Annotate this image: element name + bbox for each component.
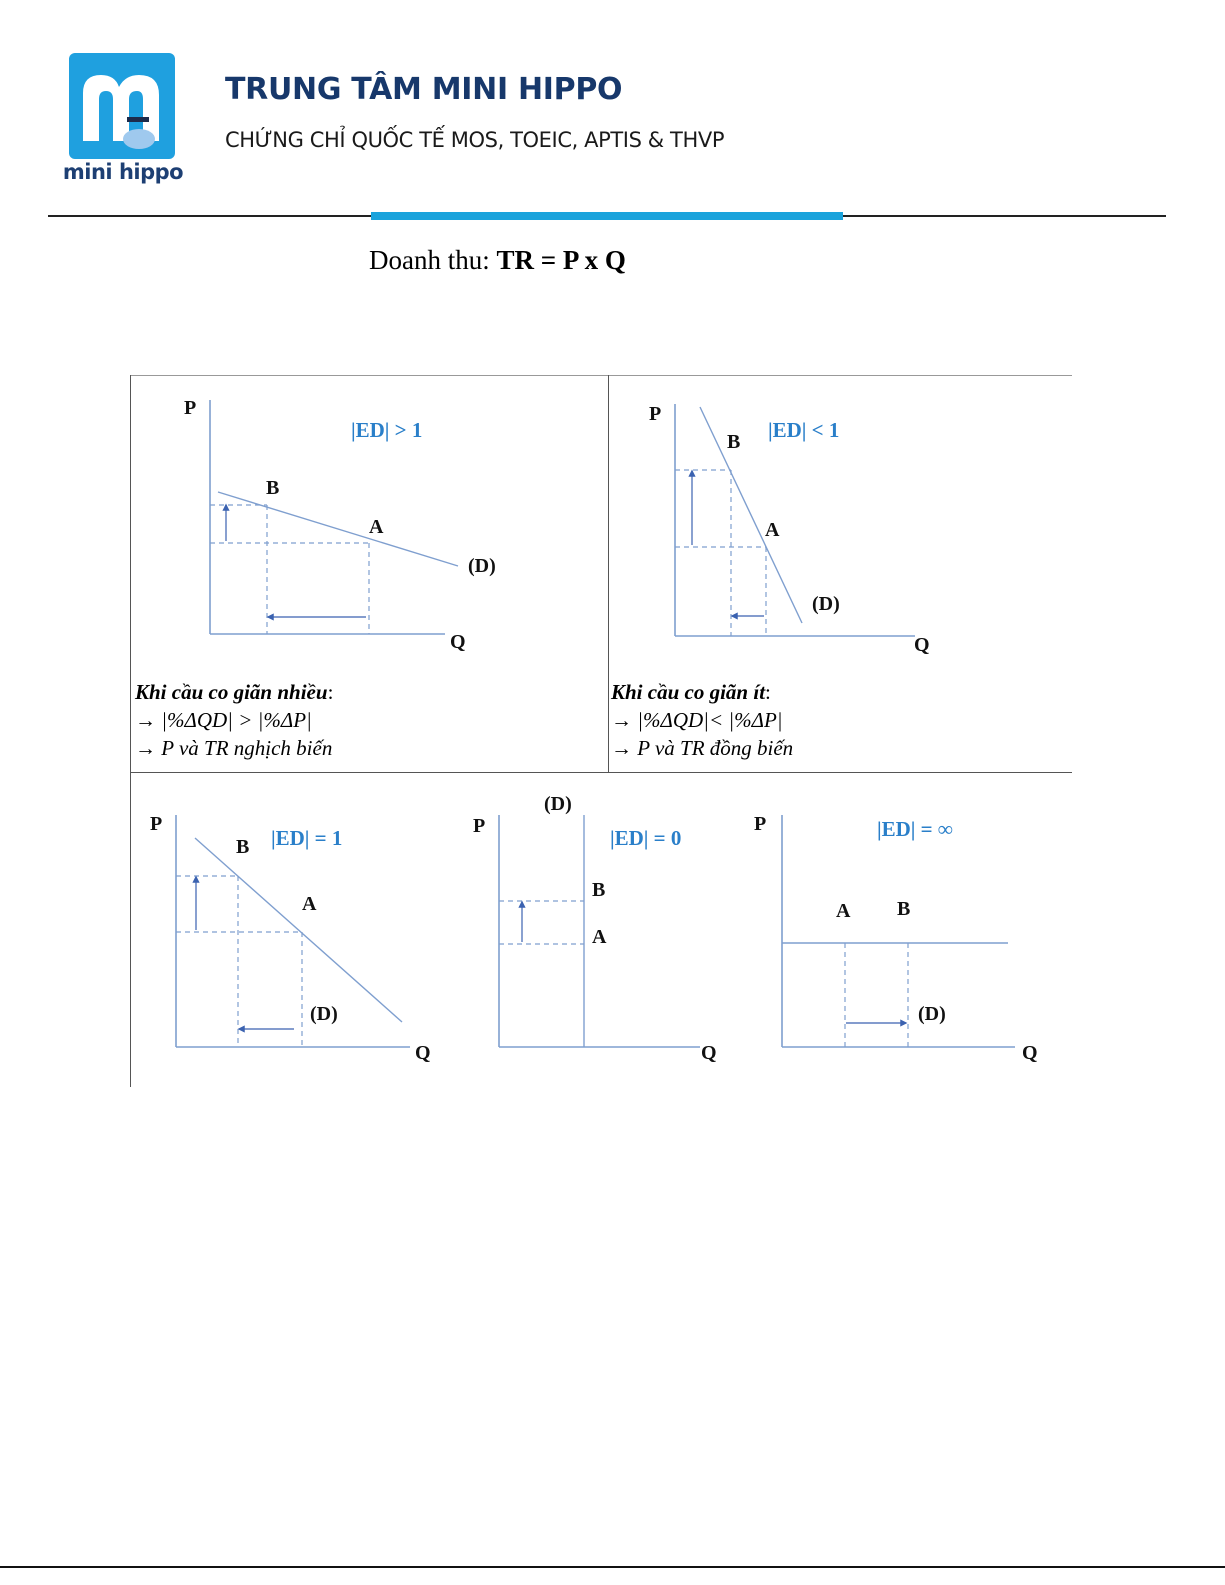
p1-label-q: Q: [450, 631, 466, 653]
p3-label-p: P: [150, 813, 163, 835]
p3-elasticity-label: |ED| = 1: [271, 826, 343, 850]
p4-label-d: (D): [544, 793, 572, 815]
p2-label-d: (D): [812, 593, 840, 615]
formula-expression: TR = P x Q: [496, 245, 626, 275]
inelastic-caption: [611, 678, 793, 762]
inelastic-caption-line3: → P và TR đồng biến: [611, 736, 794, 760]
inelastic-caption-title: Khi cầu co giãn ít:: [611, 680, 771, 704]
p1-label-b: B: [266, 477, 280, 499]
p5-elasticity-label: |ED| = ∞: [877, 817, 953, 841]
p1-label-a: A: [369, 516, 384, 538]
p2-label-p: P: [649, 403, 662, 425]
brand-subtitle: CHỨNG CHỈ QUỐC TẾ MOS, TOEIC, APTIS & THVP: [225, 128, 725, 152]
p3-label-a: A: [302, 893, 317, 915]
p1-label-p: P: [184, 397, 197, 419]
p2-label-b: B: [727, 431, 741, 453]
p2-elasticity-label: |ED| < 1: [768, 418, 840, 442]
elastic-caption: [135, 678, 333, 762]
page-bottom-rule: [0, 1566, 1225, 1568]
inelastic-caption-line2: → |%ΔQD|< |%ΔP|: [611, 708, 783, 732]
p4-elasticity-label: |ED| = 0: [610, 826, 682, 850]
p3-demand-curve: [195, 838, 402, 1022]
p4-label-b: B: [592, 879, 606, 901]
p1-label-d: (D): [468, 555, 496, 577]
logo-wordmark: mini hippo: [62, 160, 184, 184]
p4-label-a: A: [592, 926, 607, 948]
p5-label-d: (D): [918, 1003, 946, 1025]
p3-label-q: Q: [415, 1042, 431, 1064]
p3-label-b: B: [236, 836, 250, 858]
p2-label-a: A: [765, 519, 780, 541]
p5-label-b: B: [897, 898, 911, 920]
elastic-caption-line3: → P và TR nghịch biến: [135, 736, 333, 760]
p5-label-p: P: [754, 813, 767, 835]
p1-elasticity-label: |ED| > 1: [351, 418, 423, 442]
p2-label-q: Q: [914, 634, 930, 656]
formula-prefix: Doanh thu:: [369, 245, 497, 275]
p4-label-q: Q: [701, 1042, 717, 1064]
p5-label-a: A: [836, 900, 851, 922]
elastic-caption-title: Khi cầu co giãn nhiều:: [135, 680, 334, 704]
elastic-caption-line2: → |%ΔQD| > |%ΔP|: [135, 708, 312, 732]
p5-label-q: Q: [1022, 1042, 1038, 1064]
p4-label-p: P: [473, 815, 486, 837]
p3-label-d: (D): [310, 1003, 338, 1025]
p1-demand-curve: [218, 492, 458, 566]
brand-title: TRUNG TÂM MINI HIPPO: [225, 72, 623, 107]
